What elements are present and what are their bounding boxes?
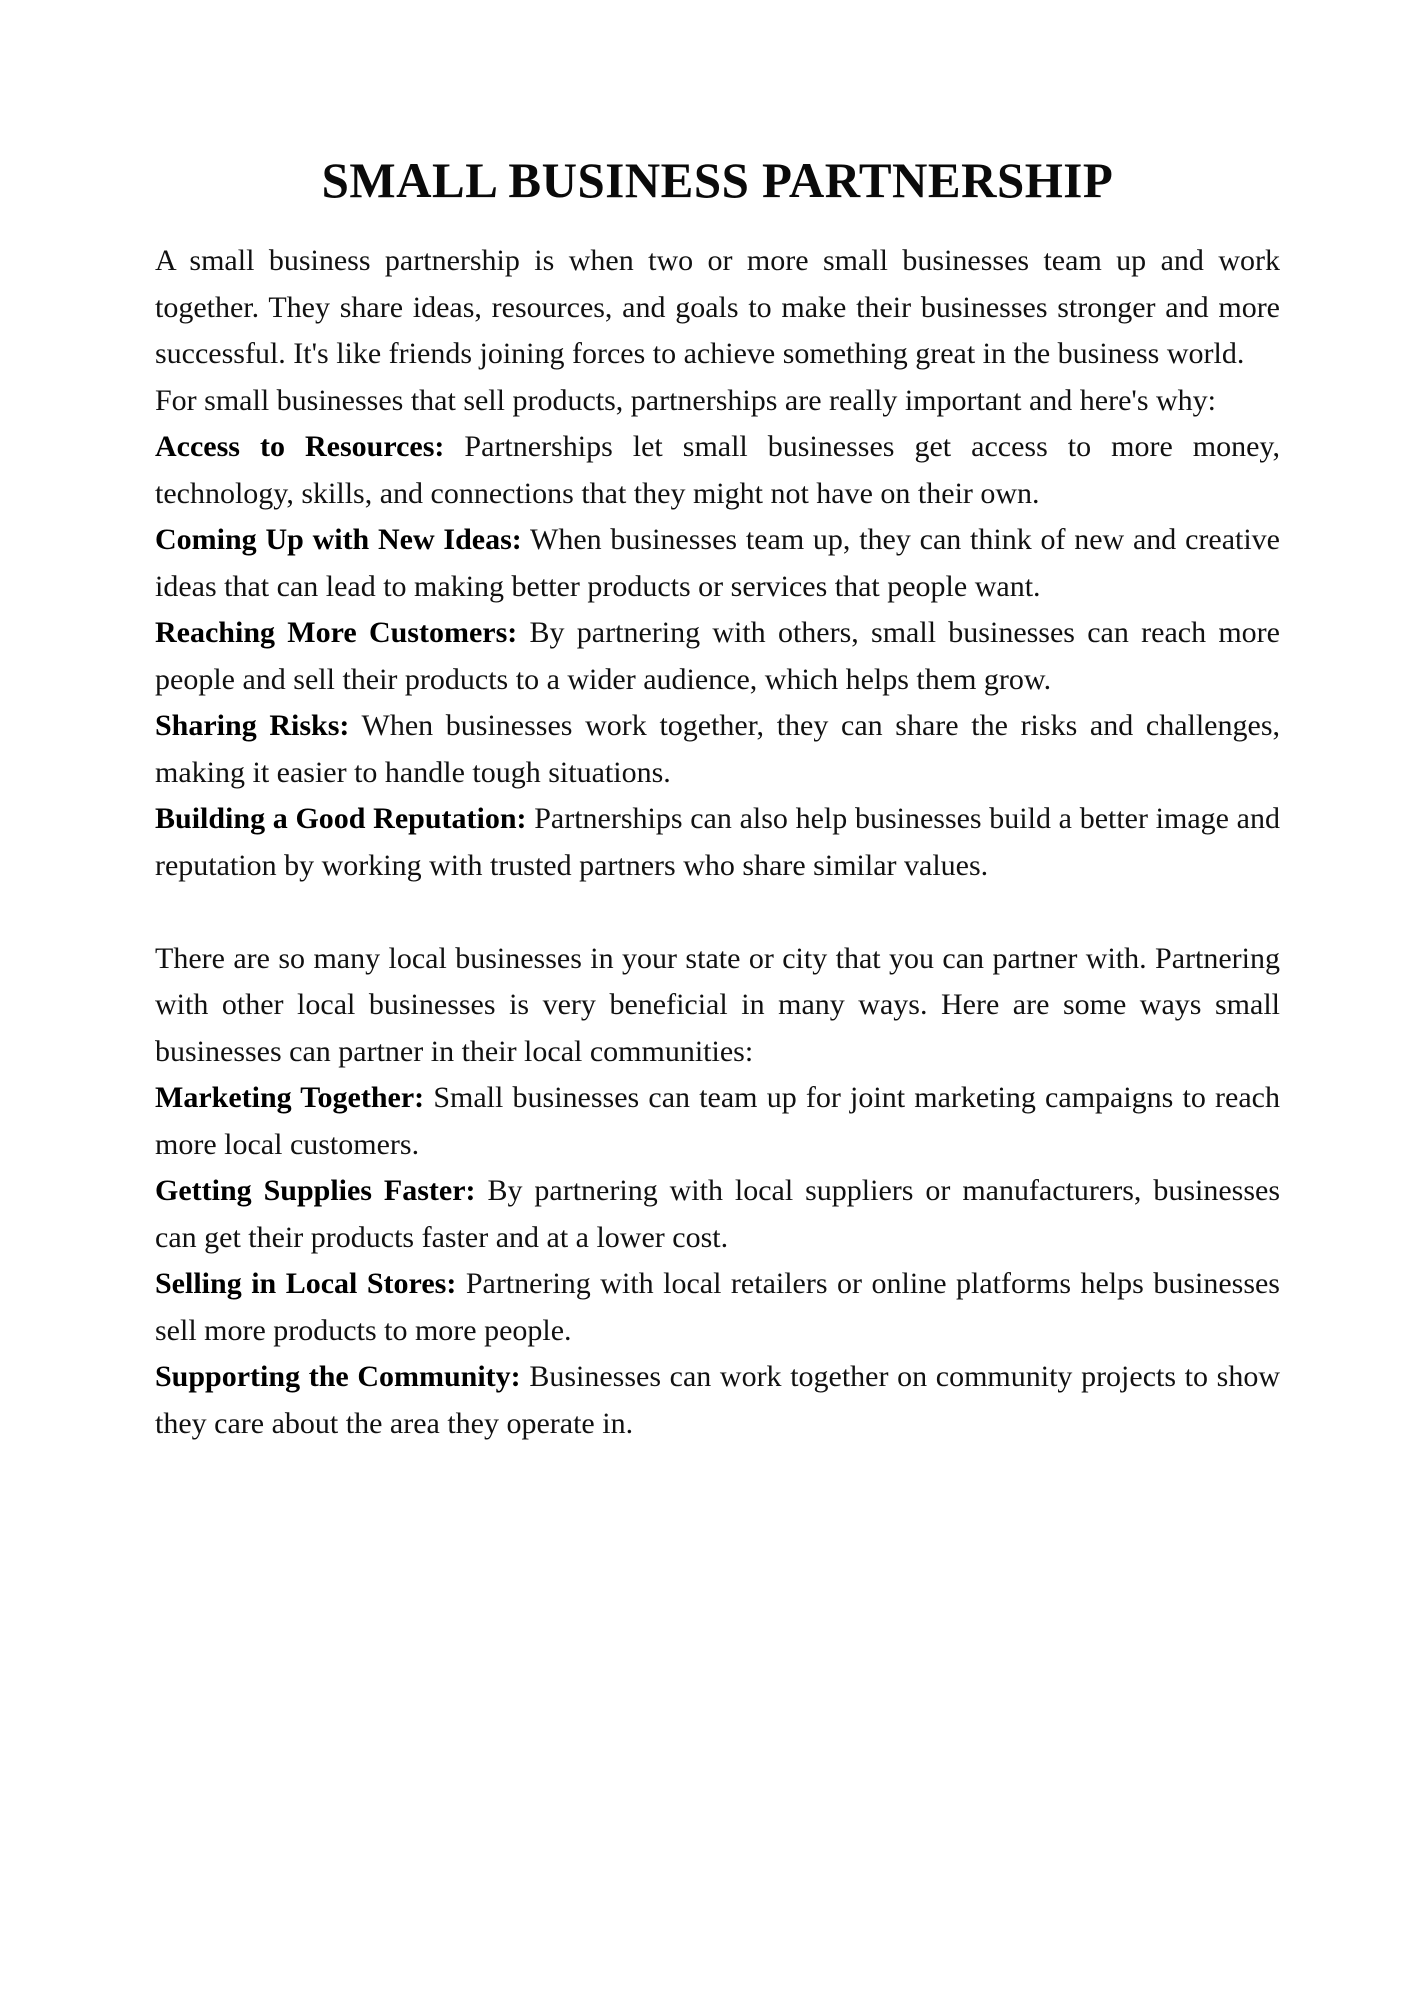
benefit-term: Access to Resources:: [155, 430, 445, 463]
paragraph-spacer: [155, 889, 1280, 936]
benefit-text: By partnering with others, small businesses can reach more people and sell their products to a wider audience, which helps them grow.: [155, 616, 1280, 696]
benefit-text: Partnerships let small businesses get access to more money, technology, skills, and connections that they might not have on their own.: [155, 430, 1280, 510]
local-way-text: By partnering with local suppliers or manufacturers, businesses can get their products faster and at a lower cost.: [155, 1174, 1280, 1254]
local-way-text: Partnering with local retailers or online platforms helps businesses sell more products to more people.: [155, 1267, 1280, 1347]
benefit-text: Partnerships can also help businesses build a better image and reputation by working with trusted partners who share similar values.: [155, 802, 1280, 882]
intro-paragraph: For small businesses that sell products, partnerships are really important and here's why:: [155, 383, 1217, 417]
benefit-item: [155, 517, 1280, 610]
intro-paragraph: A small business partnership is when two or more small businesses team up and work together. They share ideas, resources, and goals to make their businesses stronger and more successful. It's like friends joining forces to achieve something great in the business world.: [155, 244, 1280, 370]
benefit-term: Building a Good Reputation:: [155, 802, 527, 835]
local-intro-paragraph: There are so many local businesses in your state or city that you can partner with. Partnering with other local businesses is very beneficial in many ways. Here are some ways small businesses can partner in their local communities:: [155, 941, 1280, 1068]
local-way-term: Getting Supplies Faster:: [155, 1174, 476, 1207]
benefit-item: [155, 610, 1280, 703]
local-way-term: Supporting the Community:: [155, 1360, 521, 1393]
benefit-term: Sharing Risks:: [155, 709, 350, 742]
benefit-item: [155, 703, 1280, 796]
local-way-item: [155, 1075, 1280, 1168]
local-way-text: Businesses can work together on community projects to show they care about the area they operate in.: [155, 1360, 1280, 1440]
local-way-item: [155, 1168, 1280, 1261]
benefit-term: Coming Up with New Ideas:: [155, 523, 522, 556]
local-way-text: Small businesses can team up for joint marketing campaigns to reach more local customers.: [155, 1081, 1280, 1161]
document-body: [155, 238, 1280, 1447]
benefit-item: [155, 796, 1280, 889]
local-way-item: [155, 1261, 1280, 1354]
page-title: SMALL BUSINESS PARTNERSHIP: [321, 152, 1114, 208]
benefit-text: When businesses team up, they can think of new and creative ideas that can lead to making better products or services that people want.: [155, 523, 1280, 603]
local-way-term: Marketing Together:: [155, 1081, 425, 1114]
local-way-term: Selling in Local Stores:: [155, 1267, 457, 1300]
benefit-term: Reaching More Customers:: [155, 616, 518, 649]
benefit-item: [155, 424, 1280, 517]
benefit-text: When businesses work together, they can share the risks and challenges, making it easier to handle tough situations.: [155, 709, 1280, 789]
local-way-item: [155, 1354, 1280, 1447]
